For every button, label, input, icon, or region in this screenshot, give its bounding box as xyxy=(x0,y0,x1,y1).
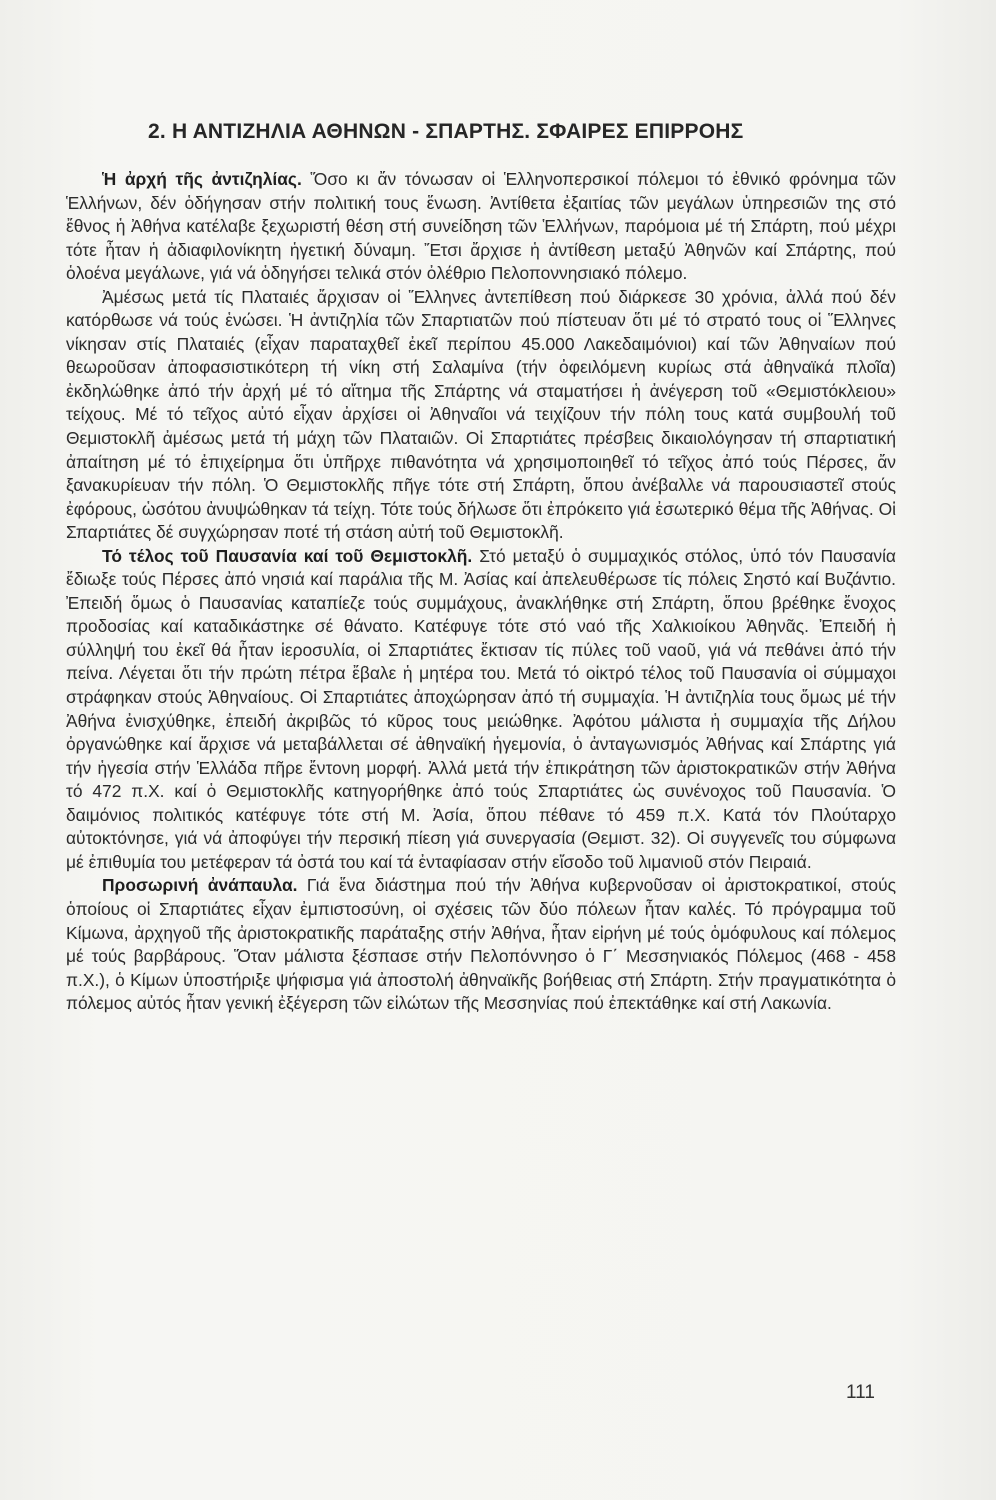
paragraph-rivalry-start xyxy=(66,168,896,286)
paragraph-text: Στό μεταξύ ὁ συμμαχικός στόλος, ὑπό τόν Παυσανία ἔδιωξε τούς Πέρσες ἀπό νησιά καί παράλια τῆς Μ. Ἀσίας καί ἀπελευθέρωσε τίς πόλεις Σηστό καί Βυζάντιο. Ἐπειδή ὅμως ὁ Παυσανίας καταπίεζε τούς συμμάχους, ἀνακλήθηκε στή Σπάρτη, ὅπου βρέθηκε ἔνοχος προδοσίας καί καταδικάστηκε σέ θάνατο. Κατέφυγε τότε στό ναό τῆς Χαλκιοίκου Ἀθηνᾶς. Ἐπειδή ἡ σύλληψή του ἐκεῖ θά ἦταν ἱεροσυλία, οἱ Σπαρτιάτες ἔκτισαν τίς πύλες τοῦ ναοῦ, γιά νά πεθάνει ἀπό τήν πείνα. Λέγεται ὅτι τήν πρώτη πέτρα ἔβαλε ἡ μητέρα του. Μετά τό οἰκτρό τέλος τοῦ Παυσανία οἱ σύμμαχοι στράφηκαν στούς Ἀθηναίους. Οἱ Σπαρτιάτες ἀποχώρησαν ἀπό τή συμμαχία. Ἡ ἀντιζηλία τους ὅμως μέ τήν Ἀθήνα ἐνισχύθηκε, ἐπειδή ἀκριβῶς τό κῦρος τους μειώθηκε. Ἀφότου μάλιστα ἡ συμμαχία τῆς Δήλου ὀργανώθηκε καί ἄρχισε νά μεταβάλλεται σέ ἀθηναϊκή ἡγεμονία, ὁ ἀνταγωνισμός Ἀθήνας καί Σπάρτης γιά τήν ἡγεσία στήν Ἑλλάδα πῆρε ἔντονη μορφή. Ἀλλά μετά τήν ἐπικράτηση τῶν ἀριστοκρατικῶν στήν Ἀθήνα τό 472 π.Χ. καί ὁ Θεμιστοκλῆς κατηγορήθηκε ἀπό τούς Σπαρτιάτες ὡς συνένοχος τοῦ Παυσανία. Ὁ δαιμόνιος πολιτικός κατέφυγε τότε στή Μ. Ἀσία, ὅπου πέθανε τό 459 π.Χ. Κατά τόν Πλούταρχο αὐτοκτόνησε, γιά νά ἀποφύγει τήν περσική πίεση γιά συνεργασία (Θεμιστ. 32). Οἱ συγγενεῖς του σύμφωνα μέ ἐπιθυμία του μετέφεραν τά ὀστά του καί τά ἐνταφίασαν στήν εἴσοδο τοῦ λιμανιοῦ στόν Πειραιά. xyxy=(66,545,896,872)
paragraph-plataea xyxy=(66,286,896,545)
page-number: 111 xyxy=(846,1382,875,1403)
paragraph-lead: Προσωρινή ἀνάπαυλα. xyxy=(102,875,298,896)
paragraph-lead: Ἡ ἀρχή τῆς ἀντιζηλίας. xyxy=(102,169,302,189)
paragraph-text: Γιά ἕνα διάστημα πού τήν Ἀθήνα κυβερνοῦσαν οἱ ἀριστοκρατικοί, στούς ὁποίους οἱ Σπαρτιάτες εἶχαν ἐμπιστοσύνη, οἱ σχέσεις τῶν δύο πόλεων ἦταν καλές. Τό πρόγραμμα τοῦ Κίμωνα, ἀρχηγοῦ τῆς ἀριστοκρατικῆς παράταξης στήν Ἀθήνα, ἦταν εἰρήνη μέ τούς ὁμόφυλους καί πόλεμος μέ τούς βαρβάρους. Ὅταν μάλιστα ξέσπασε στήν Πελοπόννησο ὁ Γ΄ Μεσσηνιακός Πόλεμος (468 - 458 π.Χ.), ὁ Κίμων ὑποστήριξε ψήφισμα γιά ἀποστολή ἀθηναϊκῆς βοήθειας στή Σπάρτη. Στήν πραγματικότητα ὁ πόλεμος αὐτός ἦταν γενική ἐξέγερση τῶν εἱλώτων τῆς Μεσσηνίας πού ἐπεκτάθηκε καί στή Λακωνία. xyxy=(66,875,896,1014)
paragraph-pausanias-themistocles xyxy=(66,545,896,875)
paragraph-text: Ὅσο κι ἄν τόνωσαν οἱ Ἑλληνοπερσικοί πόλεμοι τό ἐθνικό φρόνημα τῶν Ἑλλήνων, δέν ὁδήγησαν στήν πολιτική τους ἕνωση. Ἀντίθετα ἐξαιτίας τῶν μεγάλων ὑπηρεσιῶν της στό ἔθνος ἡ Ἀθήνα κατέλαβε ξεχωριστή θέση στή συνείδηση τῶν Ἑλλήνων, παρόμοια μέ τή Σπάρτη, πού μέχρι τότε ἦταν ἡ ἀδιαφιλονίκητη ἡγετική δύναμη. Ἔτσι ἄρχισε ἡ ἀντίθεση μεταξύ Ἀθηνῶν καί Σπάρτης, πού ὁλοένα μεγάλωνε, γιά νά ὁδηγήσει τελικά στόν ὀλέθριο Πελοποννησιακό πόλεμο. xyxy=(66,169,896,284)
paragraph-lead: Τό τέλος τοῦ Παυσανία καί τοῦ Θεμιστοκλῆ. xyxy=(102,545,473,566)
paragraph-temporary-respite xyxy=(66,874,896,1015)
body-text xyxy=(66,168,896,1016)
chapter-heading: 2. Η ΑΝΤΙΖΗΛΙΑ ΑΘΗΝΩΝ - ΣΠΑΡΤΗΣ. ΣΦΑΙΡΕΣ ΕΠΙΡΡΟΗΣ xyxy=(148,120,744,143)
paragraph-text: Ἀμέσως μετά τίς Πλαταιές ἄρχισαν οἱ Ἕλληνες ἀντεπίθεση πού διάρκεσε 30 χρόνια, ἀλλά πού δέν κατόρθωσε νά τούς ἑνώσει. Ἡ ἀντιζηλία τῶν Σπαρτιατῶν πού πίστευαν ὅτι μέ τό στρατό τους οἱ Ἕλληνες νίκησαν στίς Πλαταιές (εἶχαν παραταχθεῖ ἐκεῖ περίπου 45.000 Λακεδαιμόνιοι) καί τῶν Ἀθηναίων πού θεωροῦσαν ἀποφασιστικότερη τή νίκη στή Σαλαμίνα (τήν ὀφειλόμενη κυρίως στά ἀθηναϊκά πλοῖα) ἐκδηλώθηκε ἀπό τήν ἀρχή μέ τό αἴτημα τῆς Σπάρτης νά σταματήσει ἡ ἀνέγερση τοῦ «Θεμιστόκλειου» τείχους. Μέ τό τεῖχος αὐτό εἶχαν ἀρχίσει οἱ Ἀθηναῖοι νά τειχίζουν τήν πόλη τους κατά συμβουλή τοῦ Θεμιστοκλῆ ἀμέσως μετά τή μάχη τῶν Πλαταιῶν. Οἱ Σπαρτιάτες πρέσβεις δικαιολόγησαν τή σπαρτιατική ἀπαίτηση μέ τό ἐπιχείρημα ὅτι ὑπῆρχε πιθανότητα νά χρησιμοποιηθεῖ τό τεῖχος ἀπό τούς Πέρσες, ἄν ξανακυρίευαν τήν πόλη. Ὁ Θεμιστοκλῆς πῆγε τότε στή Σπάρτη, ὅπου ἀνέβαλλε νά παρουσιαστεῖ στούς ἐφόρους, ὡσότου ἀνυψώθηκαν τά τείχη. Τότε τούς δήλωσε ὅτι ἐπρόκειτο γιά ἐσωτερικό θέμα τῆς Ἀθήνας. Οἱ Σπαρτιάτες δέ συγχώρησαν ποτέ τή στάση αὐτή τοῦ Θεμιστοκλῆ. xyxy=(66,286,896,543)
